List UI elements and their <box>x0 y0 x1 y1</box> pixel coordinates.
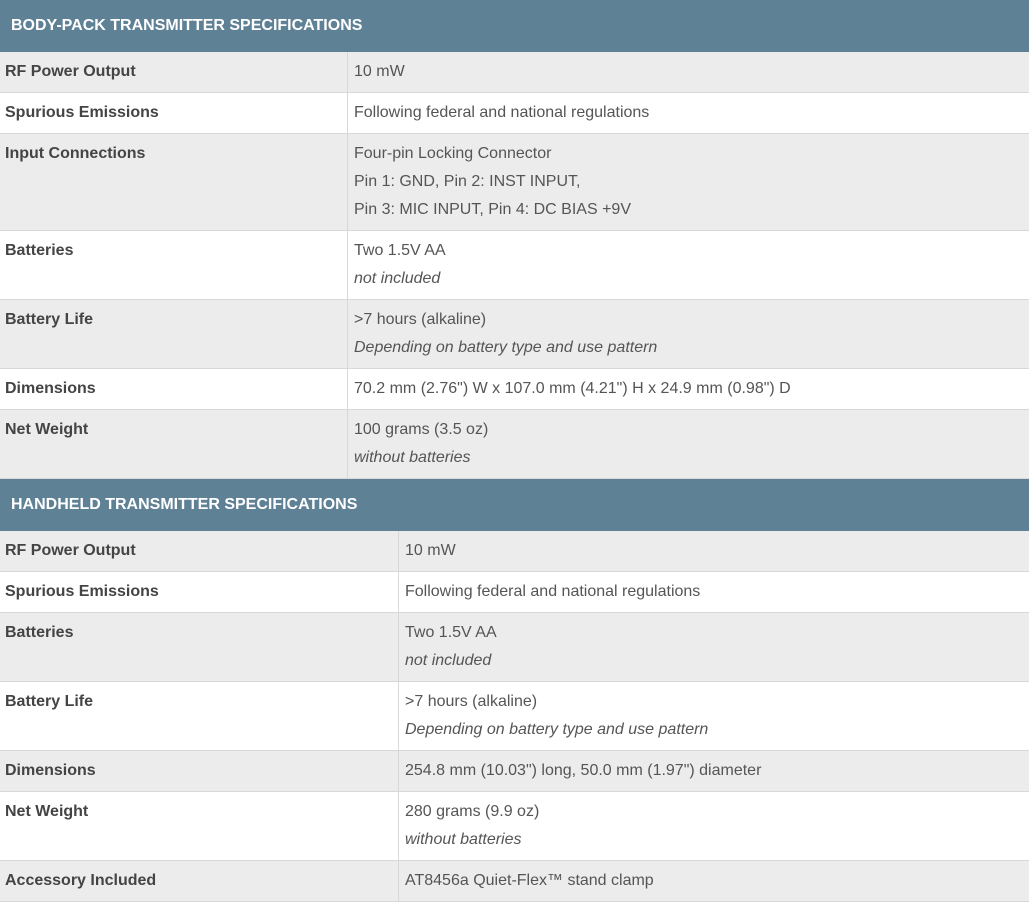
spec-value-line: 70.2 mm (2.76") W x 107.0 mm (4.21") H x 24.9 mm (0.98") D <box>354 380 791 397</box>
spec-label: RF Power Output <box>0 52 348 93</box>
spec-value <box>348 231 1029 300</box>
spec-row <box>0 134 1029 231</box>
spec-value-line: Two 1.5V AA <box>405 624 497 641</box>
spec-value-line: Following federal and national regulations <box>354 104 650 121</box>
spec-note: without batteries <box>354 449 471 466</box>
spec-value-line: 10 mW <box>354 63 405 80</box>
spec-label: Dimensions <box>0 751 399 792</box>
spec-label: Input Connections <box>0 134 348 231</box>
spec-note: not included <box>354 270 441 287</box>
section-title: HANDHELD TRANSMITTER SPECIFICATIONS <box>0 479 1029 531</box>
spec-value <box>348 52 1029 93</box>
spec-value-line: Two 1.5V AA <box>354 242 446 259</box>
spec-value-line: 100 grams (3.5 oz) <box>354 421 489 438</box>
spec-value-line: Following federal and national regulations <box>405 583 701 600</box>
spec-value <box>399 792 1029 861</box>
spec-value <box>399 682 1029 751</box>
spec-label: Battery Life <box>0 300 348 369</box>
spec-label: Spurious Emissions <box>0 93 348 134</box>
spec-value <box>348 300 1029 369</box>
spec-value-line: AT8456a Quiet-Flex™ stand clamp <box>405 872 654 889</box>
spec-value <box>399 861 1029 902</box>
spec-row <box>0 751 1029 792</box>
spec-value-line: >7 hours (alkaline) <box>405 693 538 710</box>
spec-value <box>399 613 1029 682</box>
spec-row <box>0 93 1029 134</box>
section-title: BODY-PACK TRANSMITTER SPECIFICATIONS <box>0 0 1029 52</box>
spec-value-line: Four-pin Locking Connector <box>354 145 552 162</box>
spec-row <box>0 52 1029 93</box>
spec-value-line: 280 grams (9.9 oz) <box>405 803 540 820</box>
spec-row <box>0 231 1029 300</box>
spec-label: RF Power Output <box>0 531 399 572</box>
spec-value <box>348 93 1029 134</box>
spec-label: Accessory Included <box>0 861 399 902</box>
spec-row <box>0 410 1029 479</box>
spec-value <box>348 369 1029 410</box>
spec-row <box>0 682 1029 751</box>
spec-table <box>0 531 1029 902</box>
spec-row <box>0 300 1029 369</box>
spec-table <box>0 52 1029 479</box>
spec-value <box>399 572 1029 613</box>
handheld-specifications <box>0 479 1029 902</box>
spec-row <box>0 792 1029 861</box>
spec-value <box>348 134 1029 231</box>
spec-label: Battery Life <box>0 682 399 751</box>
spec-label: Spurious Emissions <box>0 572 399 613</box>
spec-row <box>0 861 1029 902</box>
spec-label: Net Weight <box>0 792 399 861</box>
spec-note: without batteries <box>405 831 522 848</box>
spec-label: Batteries <box>0 613 399 682</box>
spec-row <box>0 369 1029 410</box>
spec-row <box>0 531 1029 572</box>
spec-value-line: 10 mW <box>405 542 456 559</box>
spec-value <box>399 531 1029 572</box>
spec-label: Dimensions <box>0 369 348 410</box>
spec-value-line: Pin 1: GND, Pin 2: INST INPUT, <box>354 173 581 190</box>
spec-note: Depending on battery type and use pattern <box>354 339 658 356</box>
spec-value <box>348 410 1029 479</box>
spec-value <box>399 751 1029 792</box>
spec-value-line: >7 hours (alkaline) <box>354 311 487 328</box>
spec-row <box>0 613 1029 682</box>
spec-value-line: 254.8 mm (10.03") long, 50.0 mm (1.97") diameter <box>405 762 762 779</box>
spec-note: Depending on battery type and use pattern <box>405 721 709 738</box>
spec-label: Net Weight <box>0 410 348 479</box>
spec-value-line: Pin 3: MIC INPUT, Pin 4: DC BIAS +9V <box>354 201 631 218</box>
spec-row <box>0 572 1029 613</box>
spec-note: not included <box>405 652 492 669</box>
spec-label: Batteries <box>0 231 348 300</box>
